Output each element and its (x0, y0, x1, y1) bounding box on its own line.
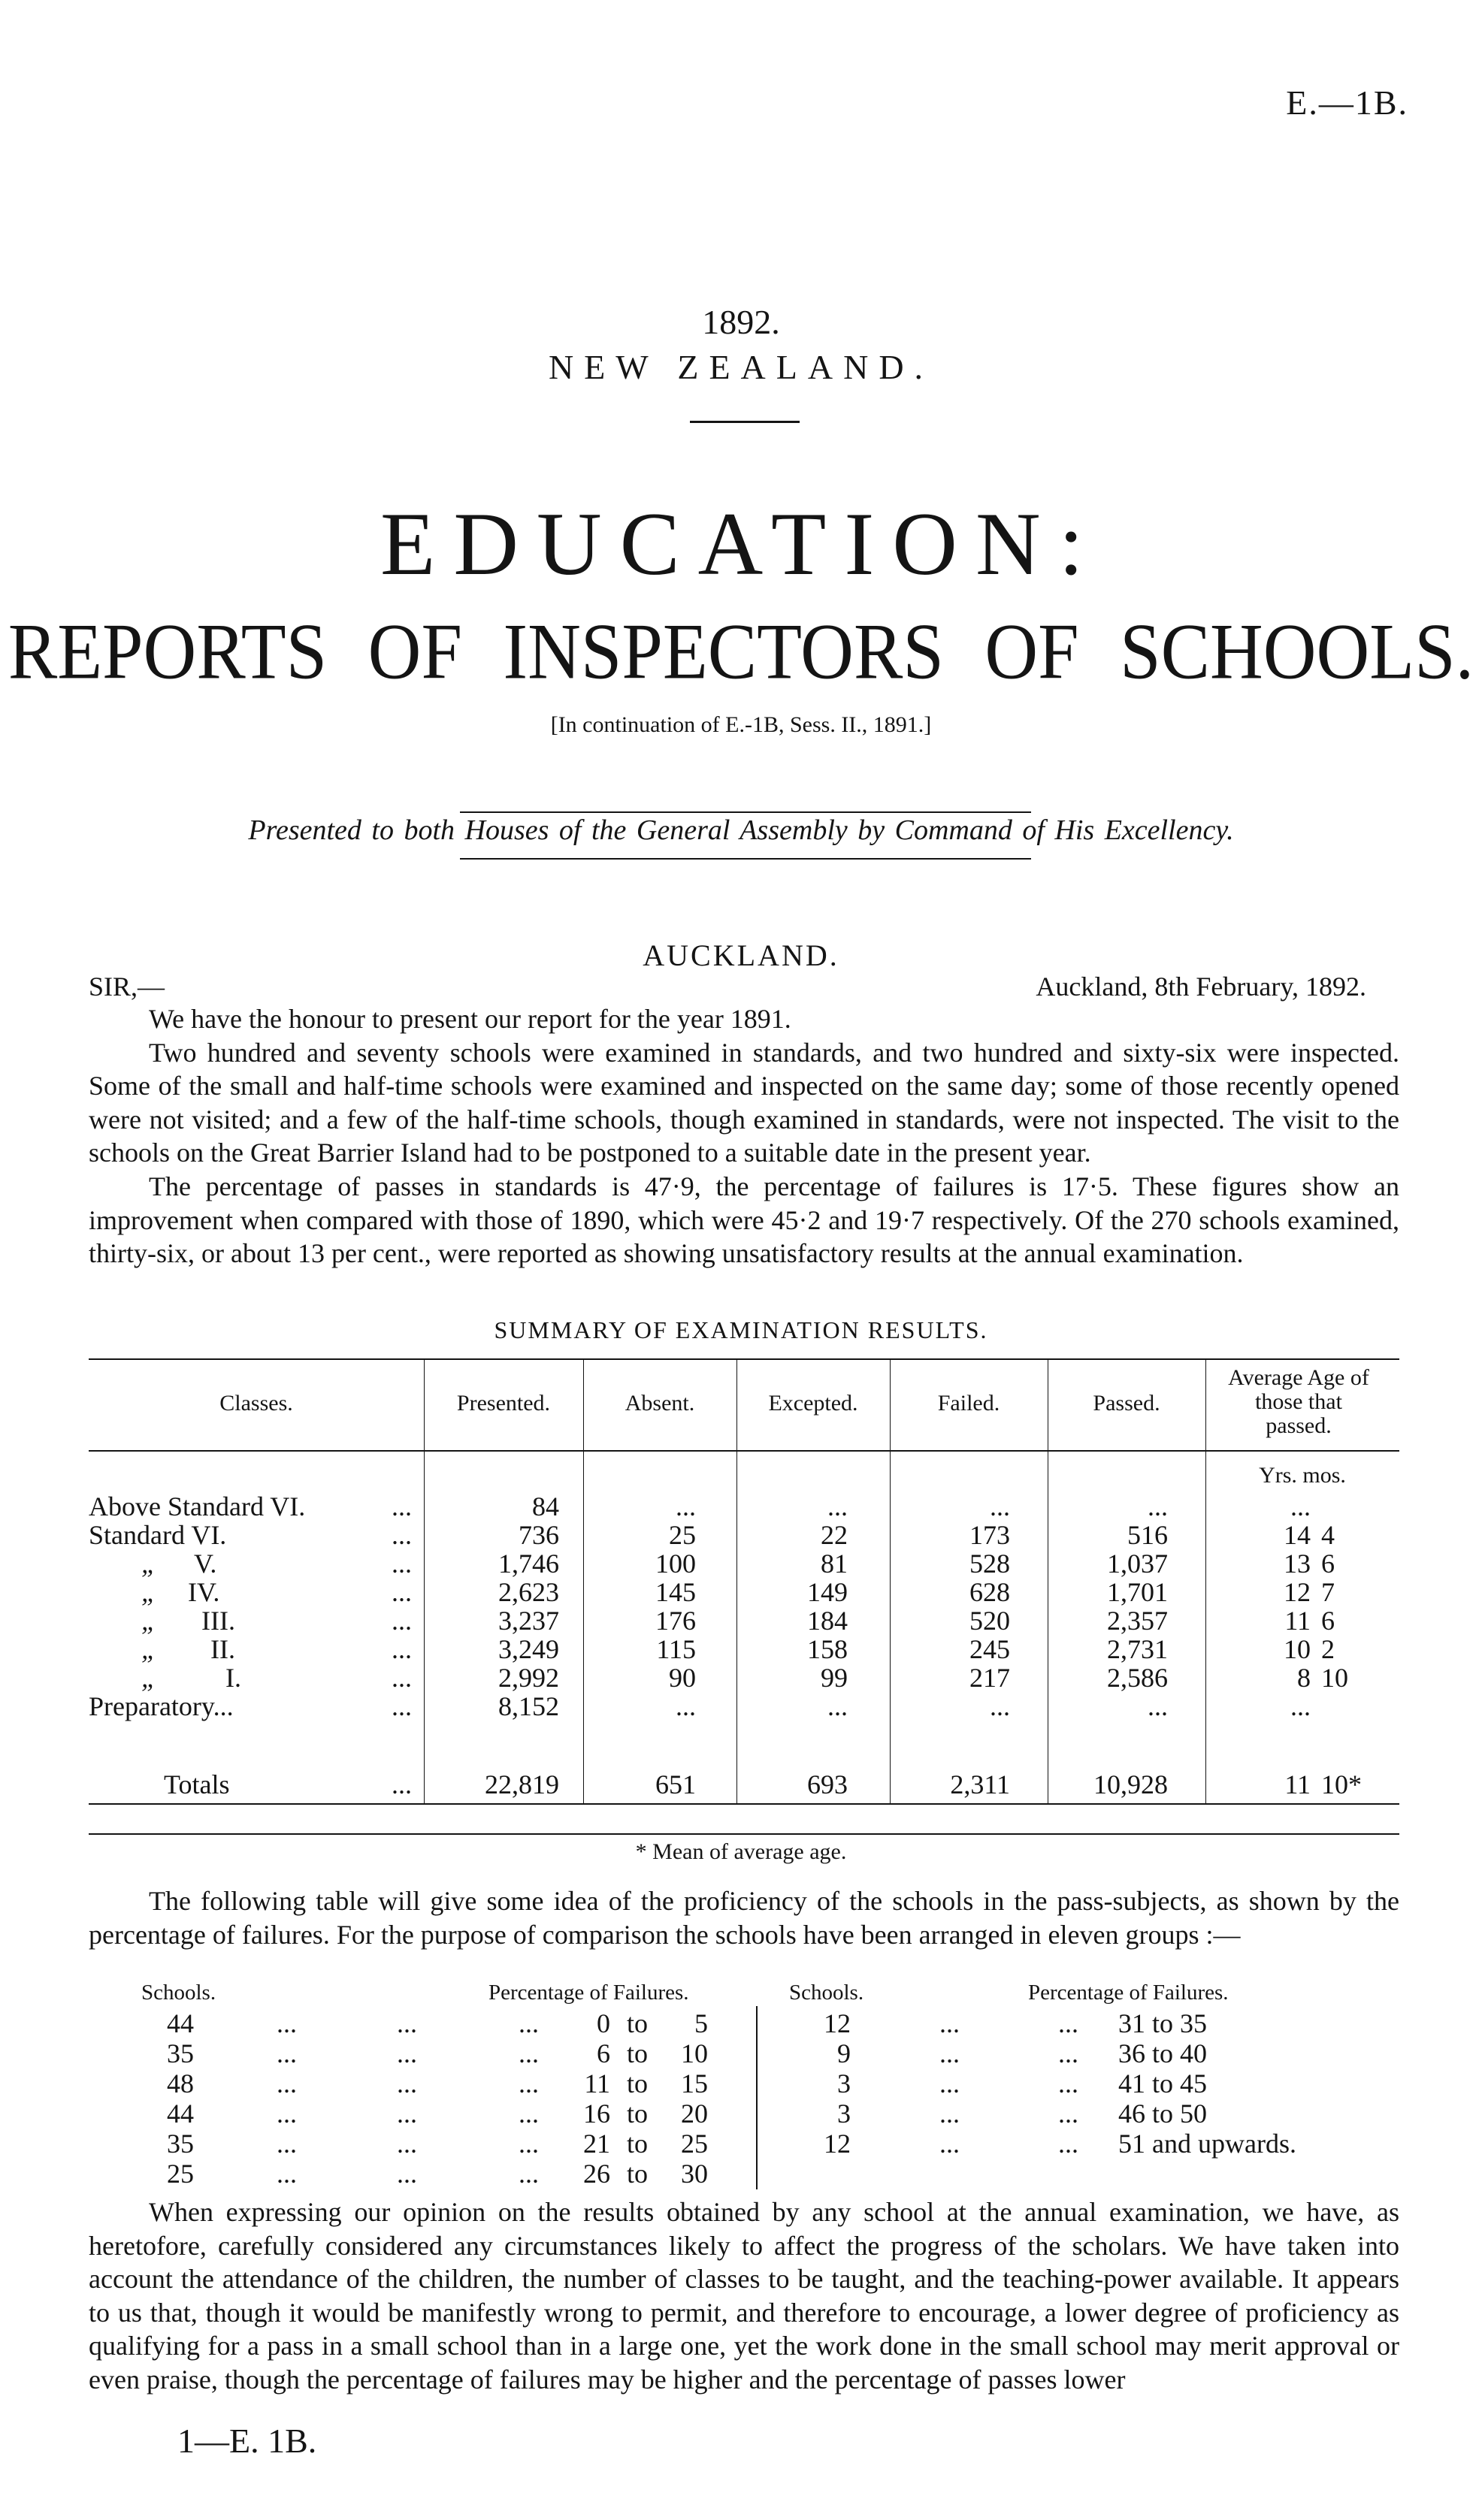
cell-absent: 90 (669, 1663, 696, 1693)
cell-dots: ... (392, 1491, 412, 1521)
cell-months: 10* (1321, 1769, 1362, 1799)
ditto-mark: „ (141, 1577, 157, 1607)
header-schools: Schools. (141, 1981, 216, 2005)
paragraph: We have the honour to present our report for the year 1891. (149, 1004, 791, 1034)
page-subtitle: REPORTS OF INSPECTORS OF SCHOOLS. (8, 608, 1474, 696)
leader-dots: ... (939, 2038, 960, 2068)
leader-dots: ... (397, 2008, 417, 2038)
cell-presented: 22,819 (485, 1769, 559, 1799)
list-item (89, 2008, 1399, 2038)
failures-table (89, 1981, 1399, 2191)
cell-years: 12 (1284, 1577, 1311, 1607)
range-text: 41 to 45 (1118, 2068, 1208, 2098)
body-text (89, 1884, 1399, 1951)
range-to-word: to (627, 2068, 649, 2098)
page-code: E.—1B. (1286, 83, 1408, 122)
leader-dots: ... (939, 2129, 960, 2159)
cell-dots: ... (392, 1691, 412, 1721)
ditto-mark: „ (141, 1606, 157, 1636)
range-from: 6 (597, 2038, 610, 2068)
cell-years: 8 (1297, 1663, 1311, 1693)
list-item (89, 2158, 1399, 2188)
cell-presented: 84 (532, 1491, 559, 1521)
cell-absent: 100 (655, 1549, 696, 1579)
cell-years: 10 (1284, 1634, 1311, 1664)
leader-dots: ... (397, 2098, 417, 2129)
schools-count: 35 (167, 2038, 194, 2068)
header-absent: Absent. (625, 1391, 695, 1416)
schools-count: 12 (824, 2129, 851, 2159)
cell-class: V. (194, 1549, 217, 1579)
leader-dots: ... (519, 2159, 539, 2189)
cell-months: 6 (1321, 1549, 1335, 1579)
schools-count: 44 (167, 2098, 194, 2129)
totals-row (89, 1769, 1399, 1797)
table-row (89, 1691, 1399, 1719)
list-item (89, 2038, 1399, 2068)
cell-passed: ... (1148, 1491, 1168, 1521)
age-units: Yrs. mos. (1259, 1463, 1346, 1488)
cell-excepted: 149 (807, 1577, 848, 1607)
table-row (89, 1491, 1399, 1519)
cell-years: 11 (1284, 1769, 1311, 1799)
header-failed: Failed. (937, 1391, 1000, 1416)
ditto-mark: „ (141, 1663, 157, 1693)
leader-dots: ... (519, 2038, 539, 2068)
range-to: 10 (681, 2038, 708, 2068)
range-from: 26 (583, 2159, 610, 2189)
header-presented: Presented. (456, 1391, 551, 1416)
cell-passed: 1,701 (1107, 1577, 1168, 1607)
cell-dots: ... (392, 1663, 412, 1693)
cell-years: 14 (1284, 1520, 1311, 1550)
leader-dots: ... (277, 2129, 297, 2159)
list-item (89, 2098, 1399, 2128)
cell-absent: ... (676, 1491, 696, 1521)
cell-years: 13 (1284, 1549, 1311, 1579)
presented-line: Presented to both Houses of the General Assembly by Command of His Excellency. (248, 814, 1234, 846)
ditto-mark: „ (141, 1634, 157, 1664)
leader-dots: ... (519, 2068, 539, 2098)
cell-dots: ... (392, 1520, 412, 1550)
page-title: EDUCATION: (380, 494, 1102, 594)
cell-months: 7 (1321, 1577, 1335, 1607)
table-title: SUMMARY OF EXAMINATION RESULTS. (494, 1316, 988, 1343)
cell-excepted: 158 (807, 1634, 848, 1664)
cell-failed: 628 (969, 1577, 1010, 1607)
table-row (89, 1548, 1399, 1579)
cell-class: Standard VI. (89, 1520, 227, 1550)
cell-dots: ... (392, 1549, 412, 1579)
header-percentage: Percentage of Failures. (1028, 1981, 1229, 2005)
cell-excepted: 81 (821, 1549, 848, 1579)
cell-years: ... (1290, 1691, 1311, 1721)
paragraph: The percentage of passes in standards is 47·9, the percentage of failures is 17·5. These figures show an improvement when compared with those of 1890, which were 45·2 and 19·7 respectively. Of the 270 schools examined, thirty-six, or about 13 per cent., were reported as showing unsatisfactory results at the annual examination. (89, 1171, 1399, 1269)
cell-passed: 2,586 (1107, 1663, 1168, 1693)
range-to: 25 (681, 2129, 708, 2159)
leader-dots: ... (1058, 2038, 1078, 2068)
paragraph: When expressing our opinion on the results obtained by any school at the annual examination, we have, as heretofore, carefully considered any circumstances likely to affect the progress of the scholars. We have taken into account the attendance of the children, the number of classes to be taught, and the teaching-power available. It appears to us that, though it would be manifestly wrong to permit, and therefore to encourage, a lower degree of proficiency as qualifying for a pass in a small school than in a large one, yet the work done in the small school may merit approval or even praise, though the percentage of failures may be higher and the percentage of passes lower (89, 2197, 1399, 2395)
cell-months: 4 (1321, 1520, 1335, 1550)
leader-dots: ... (519, 2008, 539, 2038)
range-to-word: to (627, 2008, 649, 2038)
cell-absent: 176 (655, 1606, 696, 1636)
header-passed: Passed. (1093, 1391, 1160, 1416)
leader-dots: ... (277, 2008, 297, 2038)
cell-presented: 2,992 (498, 1663, 559, 1693)
leader-dots: ... (939, 2068, 960, 2098)
cell-excepted: 99 (821, 1663, 848, 1693)
schools-count: 9 (837, 2038, 851, 2068)
range-from: 21 (583, 2129, 610, 2159)
table-row (89, 1576, 1399, 1605)
header-percentage: Percentage of Failures. (488, 1981, 689, 2005)
range-to-word: to (627, 2129, 649, 2159)
table-row (89, 1605, 1399, 1636)
range-text: 51 and upwards. (1118, 2129, 1296, 2159)
paragraph: The following table will give some idea of the proficiency of the schools in the pass-subjects, as shown by the percentage of failures. For the purpose of comparison the schools have been arranged in eleven groups :— (89, 1886, 1399, 1950)
cell-passed: 2,731 (1107, 1634, 1168, 1664)
range-to-word: to (627, 2098, 649, 2129)
cell-failed: 520 (969, 1606, 1010, 1636)
leader-dots: ... (277, 2098, 297, 2129)
schools-count: 3 (837, 2068, 851, 2098)
cell-passed: 10,928 (1093, 1769, 1168, 1799)
range-to: 20 (681, 2098, 708, 2129)
schools-count: 3 (837, 2098, 851, 2129)
cell-years: ... (1290, 1491, 1311, 1521)
cell-class: Above Standard VI. (89, 1491, 306, 1521)
leader-dots: ... (1058, 2068, 1078, 2098)
cell-failed: 217 (969, 1663, 1010, 1693)
cell-excepted: ... (827, 1691, 848, 1721)
leader-dots: ... (397, 2159, 417, 2189)
list-item (89, 2068, 1399, 2098)
country: NEW ZEALAND. (548, 348, 934, 386)
range-to-word: to (627, 2038, 649, 2068)
leader-dots: ... (397, 2068, 417, 2098)
leader-dots: ... (277, 2038, 297, 2068)
cell-dots: ... (392, 1634, 412, 1664)
section-heading: AUCKLAND. (643, 938, 839, 972)
cell-dots: ... (392, 1769, 412, 1799)
range-to: 30 (681, 2159, 708, 2189)
summary-table (89, 1358, 1399, 1835)
signature-mark: 1—E. 1B. (177, 2422, 317, 2460)
place-date: Auckland, 8th February, 1892. (1036, 971, 1366, 1002)
table-row (89, 1662, 1399, 1691)
year: 1892. (702, 303, 780, 341)
cell-absent: 145 (655, 1577, 696, 1607)
cell-absent: 651 (655, 1769, 696, 1799)
cell-failed: ... (990, 1491, 1010, 1521)
cell-years: 11 (1284, 1606, 1311, 1636)
schools-count: 44 (167, 2008, 194, 2038)
header-schools: Schools. (789, 1981, 864, 2005)
cell-presented: 2,623 (498, 1577, 559, 1607)
leader-dots: ... (1058, 2008, 1078, 2038)
leader-dots: ... (939, 2008, 960, 2038)
cell-class: Preparatory... (89, 1691, 234, 1721)
range-from: 11 (584, 2068, 610, 2098)
schools-count: 12 (824, 2008, 851, 2038)
leader-dots: ... (397, 2038, 417, 2068)
schools-count: 35 (167, 2129, 194, 2159)
divider (460, 811, 1031, 813)
paragraph: Two hundred and seventy schools were examined in standards, and two hundred and sixty-six were inspected. Some of the small and half-time schools were examined and inspected on the same day; some of those recently opened were not visited; and a few of the half-time schools, though examined in standards, were not inspected. The visit to the schools on the Great Barrier Island had to be postponed to a suitable date in the present year. (89, 1037, 1399, 1168)
table-rule (89, 1450, 1399, 1452)
leader-dots: ... (397, 2129, 417, 2159)
body-text (89, 1002, 1399, 1271)
header-excepted: Excepted. (768, 1391, 858, 1416)
range-to: 5 (694, 2008, 708, 2038)
ditto-mark: „ (141, 1549, 157, 1579)
cell-passed: 1,037 (1107, 1549, 1168, 1579)
leader-dots: ... (1058, 2098, 1078, 2129)
leader-dots: ... (519, 2129, 539, 2159)
table-row (89, 1633, 1399, 1662)
leader-dots: ... (519, 2098, 539, 2129)
cell-class: II. (210, 1634, 235, 1664)
cell-months: 2 (1321, 1634, 1335, 1664)
cell-presented: 3,237 (498, 1606, 559, 1636)
body-text (89, 2195, 1399, 2397)
range-from: 16 (583, 2098, 610, 2129)
table-row (89, 1519, 1399, 1548)
header-average-age: Average Age of those that passed. (1228, 1365, 1369, 1438)
cell-dots: ... (392, 1577, 412, 1607)
leader-dots: ... (277, 2159, 297, 2189)
footnote: * Mean of average age. (635, 1839, 847, 1864)
cell-class: IV. (188, 1577, 220, 1607)
table-rule (89, 1803, 1399, 1805)
cell-absent: 115 (656, 1634, 696, 1664)
cell-passed: 516 (1127, 1520, 1168, 1550)
schools-count: 48 (167, 2068, 194, 2098)
cell-months: 10 (1321, 1663, 1348, 1693)
divider (690, 421, 800, 423)
cell-excepted: ... (827, 1491, 848, 1521)
cell-excepted: 184 (807, 1606, 848, 1636)
schools-count: 25 (167, 2159, 194, 2189)
continuation-note: [In continuation of E.-1B, Sess. II., 1891.] (550, 712, 932, 737)
range-text: 46 to 50 (1118, 2098, 1208, 2129)
cell-excepted: 693 (807, 1769, 848, 1799)
cell-presented: 8,152 (498, 1691, 559, 1721)
range-from: 0 (597, 2008, 610, 2038)
leader-dots: ... (939, 2098, 960, 2129)
cell-failed: 528 (969, 1549, 1010, 1579)
salutation: SIR,— (89, 971, 165, 1002)
header-classes: Classes. (219, 1391, 293, 1416)
range-to: 15 (681, 2068, 708, 2098)
cell-absent: 25 (669, 1520, 696, 1550)
cell-class: III. (201, 1606, 235, 1636)
table-rule (89, 1833, 1399, 1835)
cell-presented: 3,249 (498, 1634, 559, 1664)
range-to-word: to (627, 2159, 649, 2189)
cell-months: 6 (1321, 1606, 1335, 1636)
cell-absent: ... (676, 1691, 696, 1721)
cell-failed: ... (990, 1691, 1010, 1721)
cell-failed: 173 (969, 1520, 1010, 1550)
range-text: 31 to 35 (1118, 2008, 1208, 2038)
cell-passed: ... (1148, 1691, 1168, 1721)
cell-presented: 1,746 (498, 1549, 559, 1579)
cell-dots: ... (392, 1606, 412, 1636)
cell-failed: 245 (969, 1634, 1010, 1664)
cell-class: I. (225, 1663, 241, 1693)
leader-dots: ... (1058, 2129, 1078, 2159)
totals-label: Totals (164, 1769, 230, 1799)
cell-excepted: 22 (821, 1520, 848, 1550)
cell-failed: 2,311 (950, 1769, 1010, 1799)
divider (460, 858, 1031, 860)
list-item (89, 2128, 1399, 2158)
range-text: 36 to 40 (1118, 2038, 1208, 2068)
leader-dots: ... (277, 2068, 297, 2098)
cell-passed: 2,357 (1107, 1606, 1168, 1636)
cell-presented: 736 (519, 1520, 559, 1550)
table-rule (89, 1358, 1399, 1360)
